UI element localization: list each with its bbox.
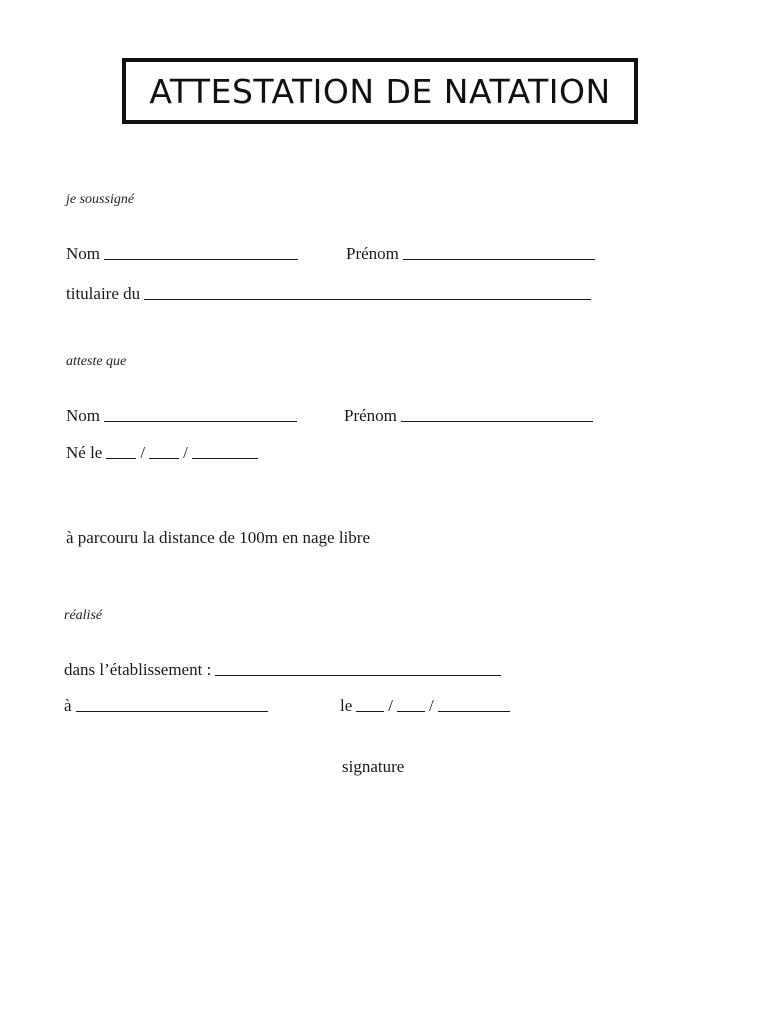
swimmer-nom-field[interactable] [104,420,297,422]
title-box [122,58,638,124]
signer-nom-label: Nom [66,244,100,263]
lieu-field[interactable] [76,710,268,712]
swimmer-nom-label: Nom [66,406,100,425]
distance-statement: à parcouru la distance de 100m en nage libre [66,528,370,547]
birthdate-label: Né le [66,443,103,462]
lieu-row [64,696,268,716]
date-realisation-row [340,696,510,716]
swimmer-nom-row [66,406,297,426]
signer-prenom-label: Prénom [346,244,399,263]
lieu-label: à [64,696,72,715]
birthdate-month-field[interactable] [149,457,179,459]
date-realisation-sep-1: / [388,696,394,715]
birthdate-day-field[interactable] [106,457,136,459]
swimmer-prenom-row [344,406,593,426]
signer-nom-field[interactable] [104,258,298,260]
signer-prenom-field[interactable] [403,258,595,260]
birthdate-year-field[interactable] [192,457,258,459]
section-label-realise: réalisé [64,608,103,623]
titulaire-label: titulaire du [66,284,141,303]
date-realisation-day-field[interactable] [356,710,384,712]
date-realisation-sep-2: / [429,696,434,715]
document-title: ATTESTATION DE NATATION [149,71,611,111]
swimmer-prenom-label: Prénom [344,406,397,425]
signer-nom-row [66,244,298,264]
signer-prenom-row [346,244,595,264]
birthdate-sep-2: / [183,443,188,462]
etablissement-row [64,660,501,680]
date-realisation-month-field[interactable] [397,710,425,712]
section-label-je-soussigne: je soussigné [66,192,135,207]
section-label-atteste-que: atteste que [66,354,127,369]
titulaire-field[interactable] [144,298,591,300]
date-realisation-year-field[interactable] [438,710,510,712]
date-realisation-label: le [340,696,353,715]
etablissement-field[interactable] [215,674,501,676]
signature-label: signature [342,757,405,776]
etablissement-label: dans l’établissement : [64,660,212,679]
birthdate-sep-1: / [140,443,146,462]
birthdate-row [66,443,258,463]
swimmer-prenom-field[interactable] [401,420,593,422]
titulaire-row [66,284,591,304]
